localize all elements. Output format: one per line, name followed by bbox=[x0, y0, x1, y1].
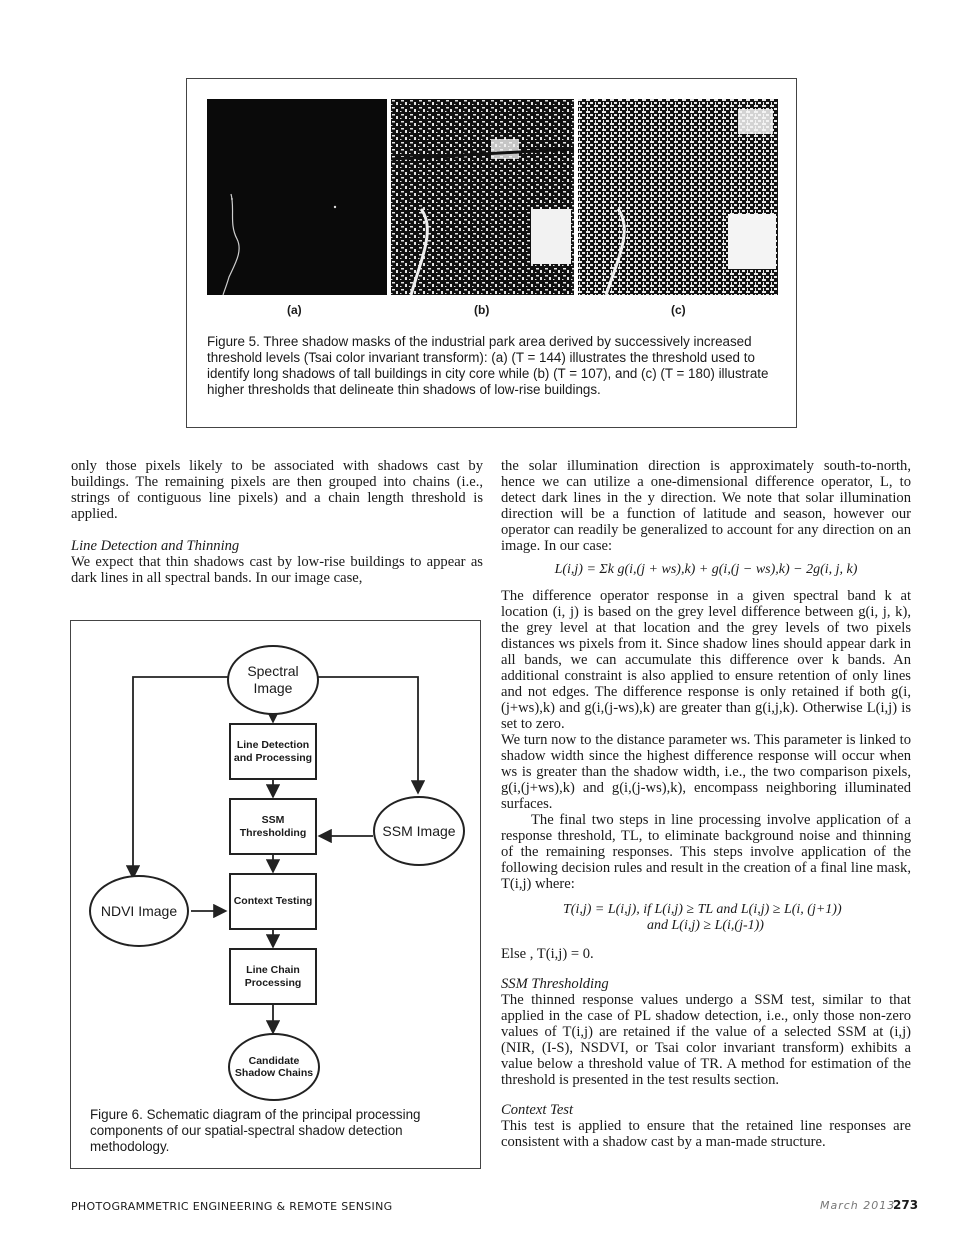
section-heading-ssm-thresholding: SSM Thresholding bbox=[501, 976, 609, 992]
figure-5 bbox=[186, 78, 797, 428]
equation-decision-rule-line-1: T(i,j) = L(i,j), if L(i,j) ≥ TL and L(i,j) ≥ L(i, (j+1)) bbox=[563, 902, 842, 917]
footer-journal-name: PHOTOGRAMMETRIC ENGINEERING & REMOTE SENSING bbox=[71, 1200, 393, 1213]
right-column-text bbox=[501, 458, 911, 1150]
node-ssm-thresholding: SSM Thresholding bbox=[229, 798, 317, 855]
footer-page-number: 273 bbox=[893, 1198, 919, 1212]
left-paragraph-2: We expect that thin shadows cast by low-rise buildings to appear as dark lines in all spectral bands. In our image case, bbox=[71, 554, 483, 586]
equation-else-rule: Else , T(i,j) = 0. bbox=[501, 946, 594, 962]
panel-label-a: (a) bbox=[287, 303, 302, 317]
figure-6 bbox=[70, 620, 481, 1169]
node-candidate-shadow-chains: Candidate Shadow Chains bbox=[228, 1033, 320, 1101]
figure-6-caption: Figure 6. Schematic diagram of the principal processing components of our spatial-spectral shadow detection methodology. bbox=[90, 1107, 421, 1154]
right-paragraph-4: The final two steps in line processing involve application of a response threshold, TL, to eliminate background noise and thinning of the remaining responses. This steps involve application of the following decision rules and result in the creation of a final line mask, T(i,j) where: bbox=[501, 812, 911, 892]
node-spectral-image: Spectral Image bbox=[227, 645, 319, 715]
section-heading-context-test: Context Test bbox=[501, 1102, 574, 1118]
figure-5-caption: Figure 5. Three shadow masks of the industrial park area derived by successively increased threshold levels (Tsai color invariant transform): (a) (T = 144) illustrates the threshold used to identify long shadows of tall buildings in city core while (b) (T = 107), and (c) (T = 180) illustrate higher thresholds that delineate thin shadows of low-rise buildings. bbox=[207, 334, 769, 397]
node-ssm-image: SSM Image bbox=[373, 796, 465, 866]
shadow-mask-b-image bbox=[391, 99, 574, 295]
node-line-chain-processing: Line Chain Processing bbox=[229, 948, 317, 1005]
right-paragraph-6: This test is applied to ensure that the retained line responses are consistent with a shadow cast by a man-made structure. bbox=[501, 1118, 911, 1150]
equation-decision-rule-line-2: and L(i,j) ≥ L(i,(j-1)) bbox=[647, 918, 764, 933]
right-paragraph-5: The thinned response values undergo a SSM test, similar to that applied in the case of PL shadow detection, i.e., only those non-zero values of T(i,j) are retained if the value of a selected SSM at (i,j) (NIR, (I-S), NSDVI, or Tsai color invariant transform) exhibits a value below a threshold value of TR. A method for estimation of the threshold is presented in the test results section. bbox=[501, 992, 911, 1088]
node-context-testing: Context Testing bbox=[229, 873, 317, 930]
shadow-mask-a-image bbox=[207, 99, 387, 295]
node-ndvi-image: NDVI Image bbox=[89, 875, 189, 947]
right-paragraph-3: We turn now to the distance parameter ws. This parameter is linked to shadow width since the highest difference response will occur when ws is greater than the shadow width, i.e., the two comparison pixels, g(i,(j+ws),k) and g(i,(j-ws),k), encompass neighboring illuminated surfaces. bbox=[501, 732, 911, 812]
panel-label-c: (c) bbox=[671, 303, 686, 317]
left-paragraph-1: only those pixels likely to be associated with shadows cast by buildings. The remaining pixels are then grouped into chains (i.e., strings of contiguous line pixels) and a chain length threshold is applied. bbox=[71, 458, 483, 522]
right-paragraph-1: the solar illumination direction is approximately south-to-north, hence we can utilize a one-dimensional difference operator, L, to detect dark lines in the y direction. We note that solar illumination direction will be a function of latitude and season, however our operator can readily be generalized to account for any direction on an image. In our case: bbox=[501, 458, 911, 554]
section-heading-line-detection: Line Detection and Thinning bbox=[71, 538, 240, 554]
footer-date: March 2013 bbox=[820, 1199, 896, 1212]
node-line-detection-and-processing: Line Detection and Processing bbox=[229, 723, 317, 780]
left-column-text bbox=[71, 458, 483, 586]
panel-label-b: (b) bbox=[474, 303, 490, 317]
shadow-mask-c-image bbox=[578, 99, 778, 295]
right-paragraph-2: The difference operator response in a given spectral band k at location (i, j) is based on the grey level difference between g(i, j, k), the grey level at that location and the grey levels of two pixels distances ws pixels from it. Since shadow lines should appear dark in all bands, we can accumulate this difference over k bands. An additional constraint is also applied to ensure retention of only lines and not edges. The difference response is only retained if both g(i,(j+ws),k) and g(i,(j-ws),k) are greater than g(i,j,k). Otherwise L(i,j) is set to zero. bbox=[501, 588, 911, 732]
equation-difference-operator: L(i,j) = Σk g(i,(j + ws),k) + g(i,(j − ws),k) − 2g(i, j, k) bbox=[554, 562, 858, 577]
